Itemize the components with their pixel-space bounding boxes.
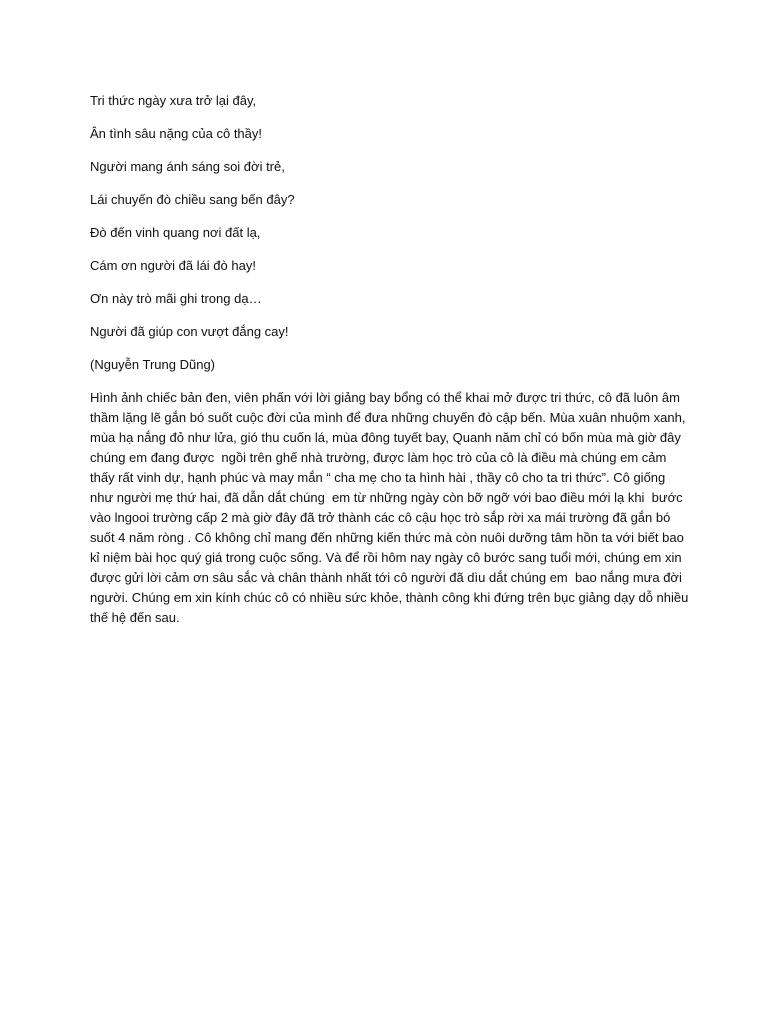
poem-line-3: Người mang ánh sáng soi đời trẻ, [90,159,285,174]
poem-line-7: Ơn này trò mãi ghi trong dạ… [90,291,262,306]
body-paragraph: Hình ảnh chiếc bản đen, viên phấn với lời giảng bay bổng có thể khai mở được tri thức, cô đã luôn âm thầm lặng lẽ gắn bó suốt cuộc đời của mình để đưa những chuyến đò cập bến. Mùa xuân nhuộm xanh, mùa hạ nắng đỏ như lửa, gió thu cuốn lá, mùa đông tuyết bay, Quanh năm chỉ có bốn mùa mà giờ đây chúng em đang được ngồi trên ghế nhà trường, được làm học trò của cô là điều mà chúng em cảm thấy rất vinh dự, hạnh phúc và may mắn “ cha mẹ cho ta hình hài , thầy cô cho ta tri thức”. Cô giống như người mẹ thứ hai, đã dẫn dắt chúng em từ những ngày còn bỡ ngỡ với bao điều mới lạ khi bước vào lngooi trường cấp 2 mà giờ đây đã trở thành các cô cậu học trò sắp rời xa mái trường đã gắn bó suốt 4 năm ròng . Cô không chỉ mang đến những kiến thức mà còn nuôi dưỡng tâm hồn ta với biết bao kỉ niệm bài học quý giá trong cuộc sống. Và để rồi hôm nay ngày cô bước sang tuổi mới, chúng em xin được gửi lời cảm ơn sâu sắc và chân thành nhất tới cô người đã dìu dắt chúng em bao nắng mưa đời người. Chúng em xin kính chúc cô có nhiều sức khỏe, thành công khi đứng trên bục giảng dạy dỗ nhiều thế hệ đến sau. [90,390,692,625]
poem-author: (Nguyễn Trung Dũng) [90,357,216,372]
poem-line-2: Ân tình sâu nặng của cô thầy! [90,126,263,141]
poem-line-5: Đò đến vinh quang nơi đất lạ, [90,225,261,240]
poem-line-1: Tri thức ngày xưa trở lại đây, [90,93,257,108]
document-page [90,92,690,628]
poem-line-4: Lái chuyến đò chiều sang bến đây? [90,192,295,207]
poem-line-6: Cám ơn người đã lái đò hay! [90,258,256,273]
poem-line-8: Người đã giúp con vượt đắng cay! [90,324,289,339]
